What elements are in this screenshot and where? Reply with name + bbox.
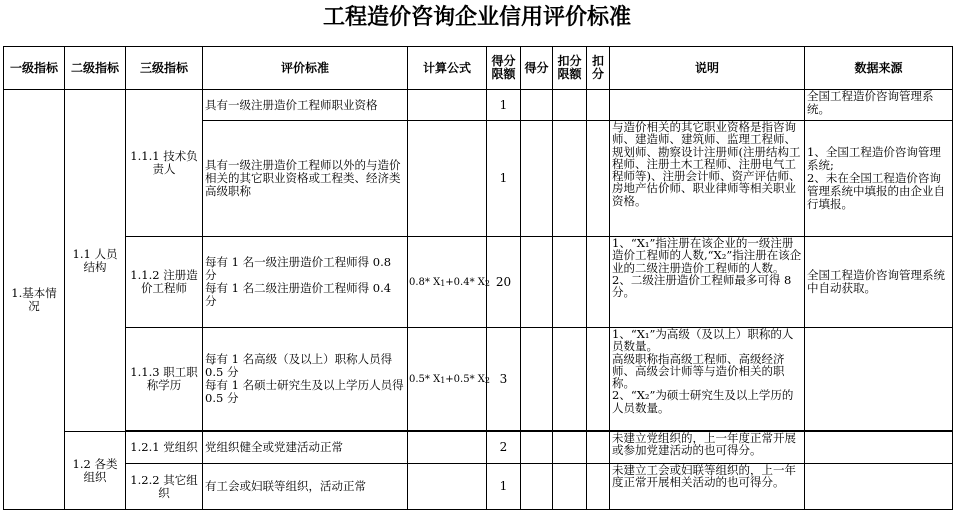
table-row [4,328,953,431]
formula-cell: 0.5* $X_1+0.5*$ $X_2$ [408,328,487,431]
criteria-cell: 有工会或妇联等组织，活动正常 [203,464,408,510]
deduct-limit-cell [553,464,587,510]
header-formula: 计算公式 [408,47,487,90]
formula-part: 0.5* X [409,373,441,385]
criteria-cell: 每有 1 名高级（及以上）职称人员得 0.5 分 每有 1 名硕士研究生及以上学历人员得 0.5 分 [203,328,408,431]
deduct-limit-cell [553,237,587,328]
header-criteria: 评价标准 [203,47,408,90]
score-cell [521,121,553,237]
criteria-cell: 党组织健全或党建活动正常 [203,432,408,464]
deduct-limit-cell [553,90,587,121]
header-deduct: 扣分 [587,47,610,90]
formula-cell: 0.8* $X_1+0.4*$ $X_2$ [408,237,487,328]
score-limit-cell: 1 [487,121,521,237]
score-cell [521,464,553,510]
level3-cell: 1.2.1 党组织 [126,432,203,464]
deduct-limit-cell [553,432,587,464]
formula-part: +0.4* X [445,276,485,288]
formula-cell [408,90,487,121]
level3-cell: 1.1.1 技术负责人 [126,90,203,237]
notes-cell: 未建立党组织的，上一年度正常开展或参加党建活动的也可得分。 [610,432,805,464]
level3-cell: 1.1.2 注册造价工程师 [126,237,203,328]
formula-part: 0.8* X [409,276,441,288]
score-limit-cell: 2 [487,432,521,464]
source-cell: 全国工程造价咨询管理系统。 [805,90,953,121]
notes-cell: 与造价相关的其它职业资格是指咨询师、建造师、建筑师、监理工程师、规划师、勘察设计注册师(注册结构工程师、注册土木工程师、注册电气工程师等)、注册会计师、资产评估师、房地产估价师、职业律师等相关职业资格。 [610,121,805,237]
deduct-cell [587,237,610,328]
header-level1: 一级指标 [4,47,65,90]
header-deduct-limit: 扣分限额 [553,47,587,90]
criteria-cell: 具有一级注册造价工程师职业资格 [203,90,408,121]
level3-cell: 1.1.3 职工职称学历 [126,328,203,431]
deduct-cell [587,432,610,464]
deduct-limit-cell [553,121,587,237]
score-limit-cell: 1 [487,464,521,510]
notes-cell: 1、“X₁”指注册在该企业的一级注册造价工程师的人数,“X₂”指注册在该企业的二级注册造价工程师的人数。 2、二级注册造价工程师最多可得 8 分。 [610,237,805,328]
page-title: 工程造价咨询企业信用评价标准 [322,4,631,30]
header-score-limit: 得分限额 [487,47,521,90]
score-limit-cell: 20 [487,237,521,328]
level2-org-cell: 1.2 各类组织 [65,432,126,510]
source-cell [805,464,953,510]
formula-part: +0.5* X [445,373,485,385]
table-row [4,432,953,464]
header-notes: 说明 [610,47,805,90]
criteria-cell: 具有一级注册造价工程师以外的与造价相关的其它职业资格或工程类、经济类高级职称 [203,121,408,237]
level2-personnel-cell: 1.1 人员结构 [65,90,126,432]
score-cell [521,237,553,328]
score-limit-cell: 3 [487,328,521,431]
score-cell [521,328,553,431]
formula-cell [408,121,487,237]
level1-cell: 1.基本情况 [4,90,65,510]
header-row [4,47,953,90]
table-row [4,464,953,510]
deduct-cell [587,90,610,121]
level3-cell: 1.2.2 其它组织 [126,464,203,510]
deduct-cell [587,328,610,431]
source-cell: 1、全国工程造价咨询管理系统; 2、未在全国工程造价咨询管理系统中填报的由企业自行填报。 [805,121,953,237]
score-cell [521,90,553,121]
formula-cell [408,464,487,510]
notes-cell: 1、“X₁”为高级（及以上）职称的人员数量。 高级职称指高级工程师、高级经济师、高级会计师等与造价相关的职称。 2、“X₂”为硕士研究生及以上学历的人员数量。 [610,328,805,431]
credit-evaluation-table [3,46,953,510]
score-cell [521,432,553,464]
criteria-cell: 每有 1 名一级注册造价工程师得 0.8 分 每有 1 名二级注册造价工程师得 0.4 分 [203,237,408,328]
header-score: 得分 [521,47,553,90]
source-cell [805,328,953,431]
deduct-cell [587,464,610,510]
score-limit-cell: 1 [487,90,521,121]
deduct-limit-cell [553,328,587,431]
table-row [4,237,953,328]
header-source: 数据来源 [805,47,953,90]
header-level3: 三级指标 [126,47,203,90]
source-cell: 全国工程造价咨询管理系统中自动获取。 [805,237,953,328]
table-row [4,90,953,121]
deduct-cell [587,121,610,237]
source-cell [805,432,953,464]
notes-cell: 未建立工会或妇联等组织的，上一年度正常开展相关活动的也可得分。 [610,464,805,510]
header-level2: 二级指标 [65,47,126,90]
notes-cell [610,90,805,121]
formula-cell [408,432,487,464]
